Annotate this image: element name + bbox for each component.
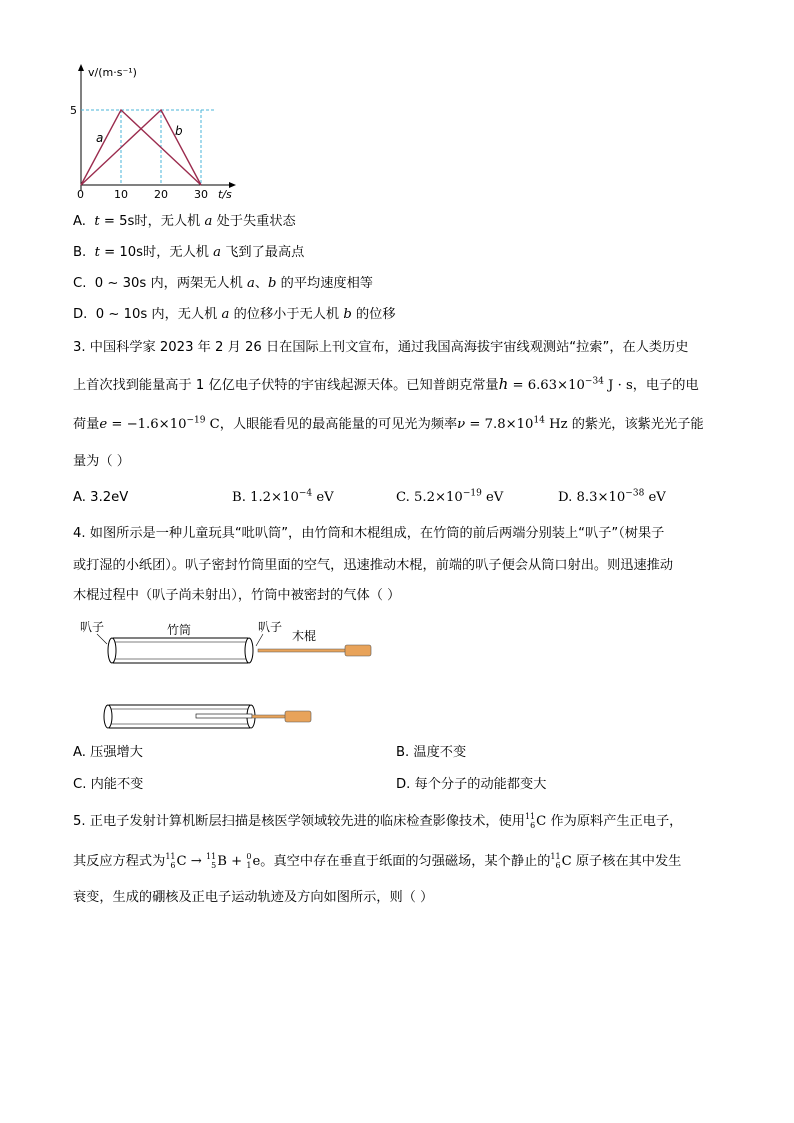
line-b-label: b <box>175 124 183 138</box>
q2-d-var1: a <box>221 307 230 322</box>
q5-c-charge: 6 <box>530 821 536 830</box>
q2-b-t: t <box>94 245 100 260</box>
q3-option-c-unit: eV <box>481 490 504 505</box>
q4-option-d[interactable]: D. 每个分子的动能都变大 <box>396 777 547 792</box>
q2-d-text1: 0 ~ 10s 内，无人机 <box>95 307 222 322</box>
q5-c-nuclide-index <box>525 812 535 830</box>
tube-right-end <box>245 638 253 663</box>
q4-option-c[interactable]: C. 内能不变 <box>73 777 144 792</box>
q2-d-text2: 的位移小于无人机 <box>229 307 344 322</box>
q3-line-3c: 的紫光，该紫光光子能 <box>567 417 704 432</box>
q5-line-2a: 其反应方程式为 <box>73 854 166 869</box>
q5-c2-mass: 11 <box>550 852 561 861</box>
q5-c2-index <box>550 852 560 870</box>
stick-rod <box>258 649 346 652</box>
q3-e-symbol: e <box>99 417 108 432</box>
x-tick-10: 10 <box>114 188 128 201</box>
q3-option-b-value: B. 1.2×10 <box>232 490 299 505</box>
stick2-rod <box>252 715 286 718</box>
q2-b-post: 飞到了最高点 <box>221 245 305 260</box>
q5-eq-c-index <box>165 852 175 870</box>
q2-a-mid: = 5s时，无人机 <box>99 214 205 229</box>
q5-c2-charge: 6 <box>555 861 561 870</box>
q2-option-a-letter: A. <box>73 214 86 229</box>
q5-eq-arrow: → <box>186 854 207 869</box>
label-tube: 竹筒 <box>167 623 192 637</box>
q2-option-d-letter: D. <box>73 307 88 322</box>
q2-c-sep: 、 <box>254 276 269 291</box>
q3-h-exponent: −34 <box>584 376 604 387</box>
q3-option-c-exponent: −19 <box>462 488 482 499</box>
q5-line-3: 衰变，生成的硼核及正电子运动轨迹及方向如图所示，则（ ） <box>73 890 434 905</box>
q4-option-a[interactable]: A. 压强增大 <box>73 745 143 760</box>
q3-h-unit: J · s <box>603 378 633 393</box>
q5-eq-b-index <box>206 852 216 870</box>
q3-line-4: 量为（ ） <box>73 454 130 469</box>
q5-eq-c-charge: 6 <box>170 861 176 870</box>
y-axis-label: v/(m·s⁻¹) <box>88 66 137 79</box>
q2-a-post: 处于失重状态 <box>212 214 296 229</box>
q4-line-2: 或打湿的小纸团）。叭子密封竹筒里面的空气，迅速推动木棍，前端的叭子便会从筒口射出。则迅速推动 <box>73 558 674 573</box>
q5-line-1b: C 作为原料产生正电子， <box>536 814 683 829</box>
q3-option-a[interactable]: A. 3.2eV <box>73 490 129 505</box>
q5-eq-e-charge: 1 <box>246 861 252 870</box>
q5-eq-e-index <box>246 852 251 870</box>
q2-d-text3: 的位移 <box>351 307 396 322</box>
line-a-label: a <box>96 131 104 145</box>
q3-h-symbol: h <box>498 375 509 393</box>
q2-c-var2: b <box>268 276 277 291</box>
q2-c-var1: a <box>246 276 255 291</box>
q5-eq-plus: + <box>226 854 247 869</box>
stick2-inner <box>196 714 252 718</box>
q5-eq-b-charge: 5 <box>211 861 217 870</box>
q3-line-3a: 荷量 <box>73 417 100 432</box>
q3-option-b-unit: eV <box>312 490 334 505</box>
q3-line-2a: 上首次找到能量高于 1 亿亿电子伏特的宇宙线起源天体。已知普朗克常量 <box>73 378 499 393</box>
pointer-left <box>97 634 107 644</box>
stick-handle <box>345 645 371 656</box>
q5-line-2c: C 原子核在其中发生 <box>561 854 682 869</box>
q3-option-c-value: C. 5.2×10 <box>396 490 463 505</box>
q3-option-d-value: D. 8.3×10 <box>558 490 626 505</box>
q5-line-1 <box>73 812 682 831</box>
q5-line-1a: 5. 正电子发射计算机断层扫描是核医学领域较先进的临床检查影像技术，使用 <box>73 814 525 829</box>
label-right-plug: 叭子 <box>258 620 283 634</box>
q2-b-var: a <box>213 245 222 260</box>
q2-b-mid: = 10s时，无人机 <box>99 245 214 260</box>
label-stick: 木棍 <box>292 629 317 643</box>
q2-c-text1: 0 ~ 30s 内，两架无人机 <box>94 276 247 291</box>
q3-option-b-exponent: −4 <box>298 488 313 499</box>
q2-option-c-letter: C. <box>73 276 87 291</box>
q4-line-1: 4. 如图所示是一种儿童玩具“吡叭筒”，由竹筒和木棍组成，在竹筒的前后两端分别装上“叭子”（树果子 <box>73 526 665 541</box>
x-axis-label: t/s <box>218 188 232 201</box>
q2-option-b-letter: B. <box>73 245 87 260</box>
q3-line-2b: ，电子的电 <box>632 378 699 393</box>
q3-nu-symbol: ν <box>457 417 466 432</box>
y-tick-5: 5 <box>70 104 77 117</box>
q5-eq-b: B <box>217 854 227 869</box>
q5-eq-c: C <box>176 854 187 869</box>
q2-a-t: t <box>94 214 100 229</box>
q4-line-3: 木棍过程中（叭子尚未射出），竹筒中被密封的气体（ ） <box>73 588 401 603</box>
q5-line-2 <box>73 852 681 871</box>
q2-d-var2: b <box>343 307 352 322</box>
q5-line-2b: 。真空中存在垂直于纸面的匀强磁场，某个静止的 <box>260 854 551 869</box>
tube2-left-end <box>104 705 112 728</box>
q3-e-unit: C <box>205 417 220 432</box>
x-tick-20: 20 <box>154 188 168 201</box>
x-tick-30: 30 <box>194 188 208 201</box>
q3-nu-unit: Hz <box>544 417 568 432</box>
q5-eq-e-mass: 0 <box>246 852 252 861</box>
q3-h-value: = 6.63×10 <box>508 378 585 393</box>
label-left-plug: 叭子 <box>80 620 105 634</box>
q3-line-3b: ，人眼能看见的最高能量的可见光为频率 <box>219 417 458 432</box>
q5-eq-e: e <box>252 854 261 869</box>
q3-nu-exponent: 14 <box>533 415 545 426</box>
q4-option-b[interactable]: B. 温度不变 <box>396 745 467 760</box>
stick2-handle <box>285 711 311 722</box>
q5-eq-c-mass: 11 <box>165 852 176 861</box>
q5-c-mass: 11 <box>524 812 536 821</box>
q3-e-value: = −1.6×10 <box>107 417 187 432</box>
x-tick-0: 0 <box>77 188 84 201</box>
q5-eq-b-mass: 11 <box>206 852 217 861</box>
q3-e-exponent: −19 <box>186 415 206 426</box>
q3-nu-value: = 7.8×10 <box>465 417 534 432</box>
tube-left-end <box>108 638 116 663</box>
q3-line-1: 3. 中国科学家 2023 年 2 月 26 日在国际上刊文宣布，通过我国高海拔宇宙线观测站“拉索”，在人类历史 <box>73 340 689 355</box>
q2-c-text2: 的平均速度相等 <box>276 276 373 291</box>
q3-option-d-exponent: −38 <box>625 488 645 499</box>
q2-a-var: a <box>204 214 213 229</box>
pointer-right <box>256 634 263 646</box>
q3-option-d-unit: eV <box>644 490 666 505</box>
